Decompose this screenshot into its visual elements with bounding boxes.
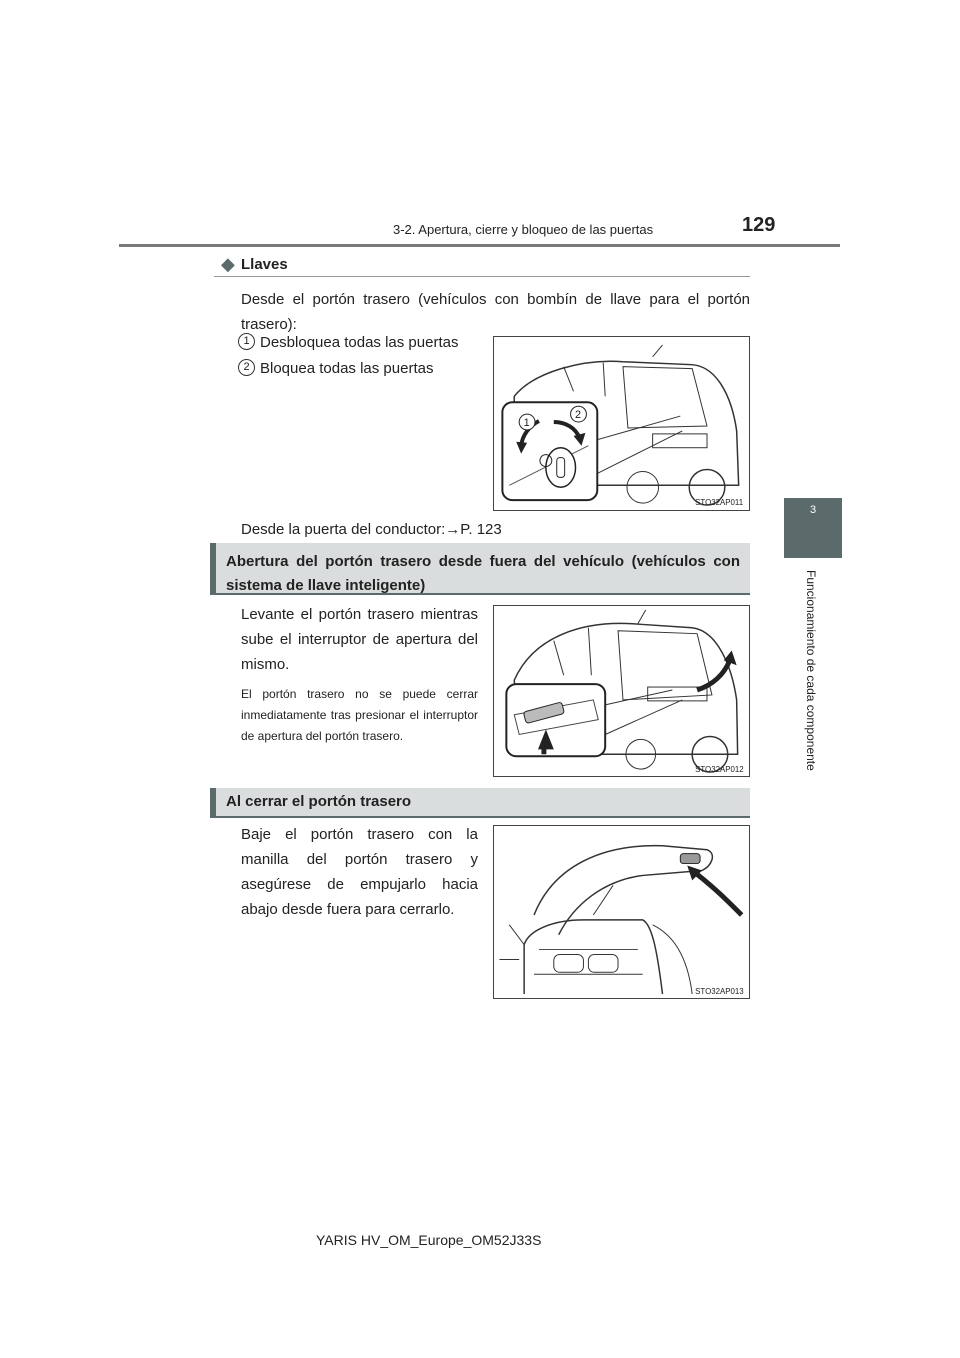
illustration-code-3: STO32AP013 bbox=[695, 987, 744, 997]
illus-number-2: 2 bbox=[575, 409, 582, 422]
car-rear-switch-drawing bbox=[494, 606, 749, 776]
illustration-closing bbox=[493, 825, 750, 999]
ref-arrow-icon: → bbox=[445, 521, 461, 538]
illustration-opener-switch bbox=[493, 605, 750, 777]
chapter-number: 3 bbox=[809, 504, 817, 516]
diamond-bullet-icon: ◆ bbox=[221, 254, 235, 274]
header-rule bbox=[119, 244, 840, 247]
car-rear-key-drawing bbox=[494, 337, 749, 510]
footer-doc-id: YARIS HV_OM_Europe_OM52J33S bbox=[316, 1232, 542, 1248]
chapter-title: Funcionamiento de cada componente bbox=[804, 570, 818, 771]
ref-page-link[interactable]: P. 123 bbox=[460, 521, 502, 538]
chapter-title-vertical bbox=[804, 570, 824, 810]
item-text-lock: Bloquea todas las puertas bbox=[260, 360, 434, 377]
keys-heading-rule bbox=[214, 276, 750, 277]
illustration-code-1: STO32AP011 bbox=[695, 498, 744, 508]
smart-key-note: El portón trasero no se puede cerrar inmediatamente tras presionar el interruptor de apertura del portón trasero. bbox=[241, 687, 478, 743]
page-number: 129 bbox=[742, 214, 776, 236]
driver-door-ref-text: Desde la puerta del conductor: bbox=[241, 521, 446, 538]
illustration-key-cylinder bbox=[493, 336, 750, 511]
keys-intro: Desde el portón trasero (vehículos con bombín de llave para el portón trasero): bbox=[241, 291, 750, 333]
section-title-smart-key: Abertura del portón trasero desde fuera del vehículo (vehículos con sistema de llave inteligente) bbox=[226, 553, 740, 594]
smart-key-body: Levante el portón trasero mientras sube el interruptor de apertura del mismo. bbox=[241, 606, 478, 673]
item-number-1: 1 bbox=[238, 333, 255, 350]
item-number-2: 2 bbox=[238, 359, 255, 376]
section-title-closing: Al cerrar el portón trasero bbox=[226, 793, 412, 810]
car-tailgate-open-drawing bbox=[494, 826, 749, 998]
item-text-unlock: Desbloquea todas las puertas bbox=[260, 334, 459, 351]
running-header: 3-2. Apertura, cierre y bloqueo de las puertas bbox=[393, 222, 654, 237]
illustration-code-2: STO32AP012 bbox=[695, 765, 744, 775]
closing-body: Baje el portón trasero con la manilla del portón trasero y asegúrese de empujarlo hacia abajo desde fuera para cerrarlo. bbox=[241, 826, 478, 918]
keys-heading: Llaves bbox=[241, 256, 288, 273]
section-bar-smart-key bbox=[210, 543, 750, 595]
illus-number-1: 1 bbox=[523, 416, 530, 429]
section-bar-closing bbox=[210, 788, 750, 818]
driver-door-ref bbox=[241, 517, 502, 542]
